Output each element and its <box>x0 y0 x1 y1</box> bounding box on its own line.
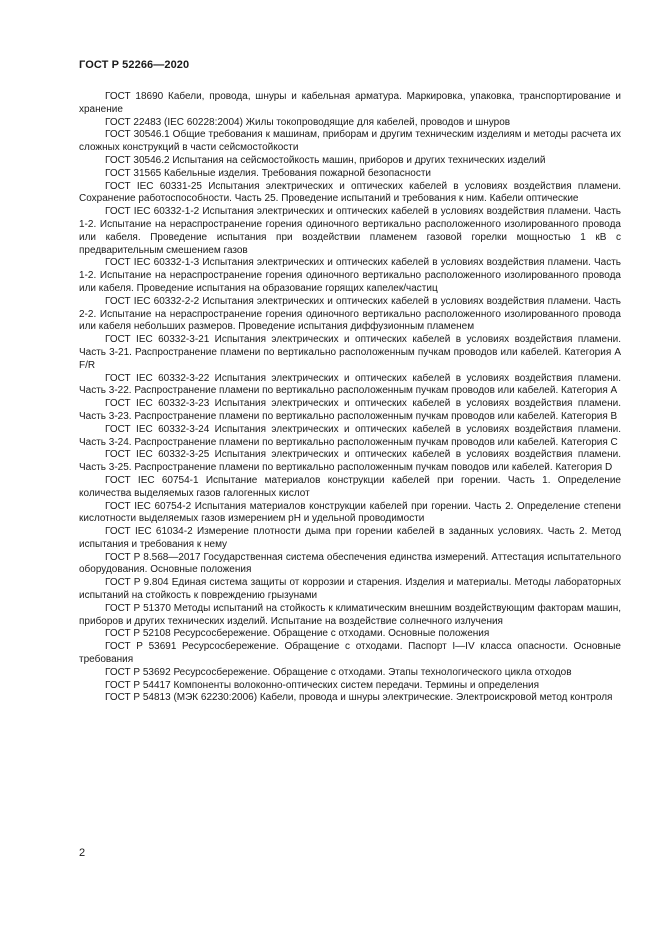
reference-item: ГОСТ 30546.2 Испытания на сейсмостойкость машин, приборов и других технических изделий <box>105 154 546 166</box>
reference-item: ГОСТ IEC 60332-2-2 Испытания электрических и оптических кабелей в условиях воздействия пламени. Часть 2-2. Испытание на нераспространение горения одиночного вертикально расположенного изолированного провода или кабеля небольших размеров. Проведение испытания диффузионным пламенем <box>79 295 621 333</box>
reference-item: ГОСТ IEC 60332-1-3 Испытания электрических и оптических кабелей в условиях воздействия пламени. Часть 1-2. Испытание на нераспространение горения одиночного вертикально расположенного изолированного провода или кабеля. Проведение испытания на образование горящих капелек/частиц <box>79 257 621 294</box>
reference-item: ГОСТ IEC 60332-3-22 Испытания электрических и оптических кабелей в условиях воздействия пламени. Часть 3-22. Распространение пламени по вертикально расположенным пучкам проводов или кабелей. Категория А <box>79 372 621 397</box>
reference-item: ГОСТ IEC 60331-25 Испытания электрических и оптических кабелей в условиях воздействия пламени. Сохранение работоспособности. Часть 25. Проведение испытаний и требования к ним. Кабели оптические <box>79 180 621 205</box>
reference-item: ГОСТ IEC 60332-3-23 Испытания электрических и оптических кабелей в условиях воздействия пламени. Часть 3-23. Распространение пламени по вертикально расположенным пучкам проводов или кабелей. Категория В <box>79 398 621 422</box>
reference-item: ГОСТ Р 54813 (МЭК 62230:2006) Кабели, провода и шнуры электрические. Электроискровой метод контроля <box>105 692 613 704</box>
page-header-title: ГОСТ Р 52266—2020 <box>79 59 190 71</box>
reference-item: ГОСТ Р 9.804 Единая система защиты от коррозии и старения. Изделия и материалы. Методы лабораторных испытаний на стойкость к повреждению грызунами <box>79 577 621 602</box>
reference-item: ГОСТ Р 8.568—2017 Государственная система обеспечения единства измерений. Аттестация испытательного оборудования. Основные положения <box>79 551 621 576</box>
reference-item: ГОСТ IEC 60332-3-24 Испытания электрических и оптических кабелей в условиях воздействия пламени. Часть 3-24. Распространение пламени по вертикально расположенным пучкам проводов или кабелей. Категория С <box>79 423 621 448</box>
reference-item: ГОСТ IEC 60754-2 Испытания материалов конструкции кабелей при горении. Часть 2. Определение степени кислотности выделяемых газов измерением pH и удельной проводимости <box>79 500 621 525</box>
reference-item: ГОСТ IEC 60754-1 Испытание материалов конструкции кабелей при горении. Часть 1. Определение количества выделяемых газов галогенных кислот <box>79 474 621 499</box>
reference-item: ГОСТ IEC 60332-3-21 Испытания электрических и оптических кабелей в условиях воздействия пламени. Часть 3-21. Распространение пламени по вертикально расположенным пучкам проводов или кабелей. Категория А F/R <box>79 334 621 371</box>
reference-item: ГОСТ IEC 60332-1-2 Испытания электрических и оптических кабелей в условиях воздействия пламени. Часть 1-2. Испытание на нераспространение горения одиночного вертикально расположенного изолированного провода или кабеля. Проведение испытания при воздействии пламенем газовой горелки мощностью 1 кВ с предварительным смешением газов <box>79 206 621 256</box>
reference-item: ГОСТ 22483 (IEC 60228:2004) Жилы токопроводящие для кабелей, проводов и шнуров <box>105 116 511 128</box>
reference-item: ГОСТ 18690 Кабели, провода, шнуры и кабельная арматура. Маркировка, упаковка, транспортирование и хранение <box>79 91 621 115</box>
references-list <box>79 91 621 705</box>
reference-item: ГОСТ Р 52108 Ресурсосбережение. Обращение с отходами. Основные положения <box>105 628 490 640</box>
reference-item: ГОСТ Р 53691 Ресурсосбережение. Обращение с отходами. Паспорт I—IV класса опасности. Основные требования <box>79 641 621 666</box>
reference-item: ГОСТ Р 53692 Ресурсосбережение. Обращение с отходами. Этапы технологического цикла отходов <box>105 666 572 678</box>
reference-item: ГОСТ Р 54417 Компоненты волоконно-оптических систем передачи. Термины и определения <box>105 679 540 691</box>
reference-item: ГОСТ 31565 Кабельные изделия. Требования пожарной безопасности <box>105 167 431 179</box>
reference-item: ГОСТ 30546.1 Общие требования к машинам, приборам и другим техническим изделиям и методы расчета их сложных конструкций в части сейсмостойкости <box>79 129 621 154</box>
reference-item: ГОСТ IEC 60332-3-25 Испытания электрических и оптических кабелей в условиях воздействия пламени. Часть 3-25. Распространение пламени по вертикально расположенным пучкам поводов или кабелей. Категория D <box>79 449 621 474</box>
reference-item: ГОСТ IEC 61034-2 Измерение плотности дыма при горении кабелей в заданных условиях. Часть 2. Метод испытания и требования к нему <box>79 526 621 550</box>
reference-item: ГОСТ Р 51370 Методы испытаний на стойкость к климатическим внешним воздействующим факторам машин, приборов и других технических изделий. Испытание на воздействие солнечного излучения <box>79 602 621 627</box>
page-number: 2 <box>79 847 86 859</box>
